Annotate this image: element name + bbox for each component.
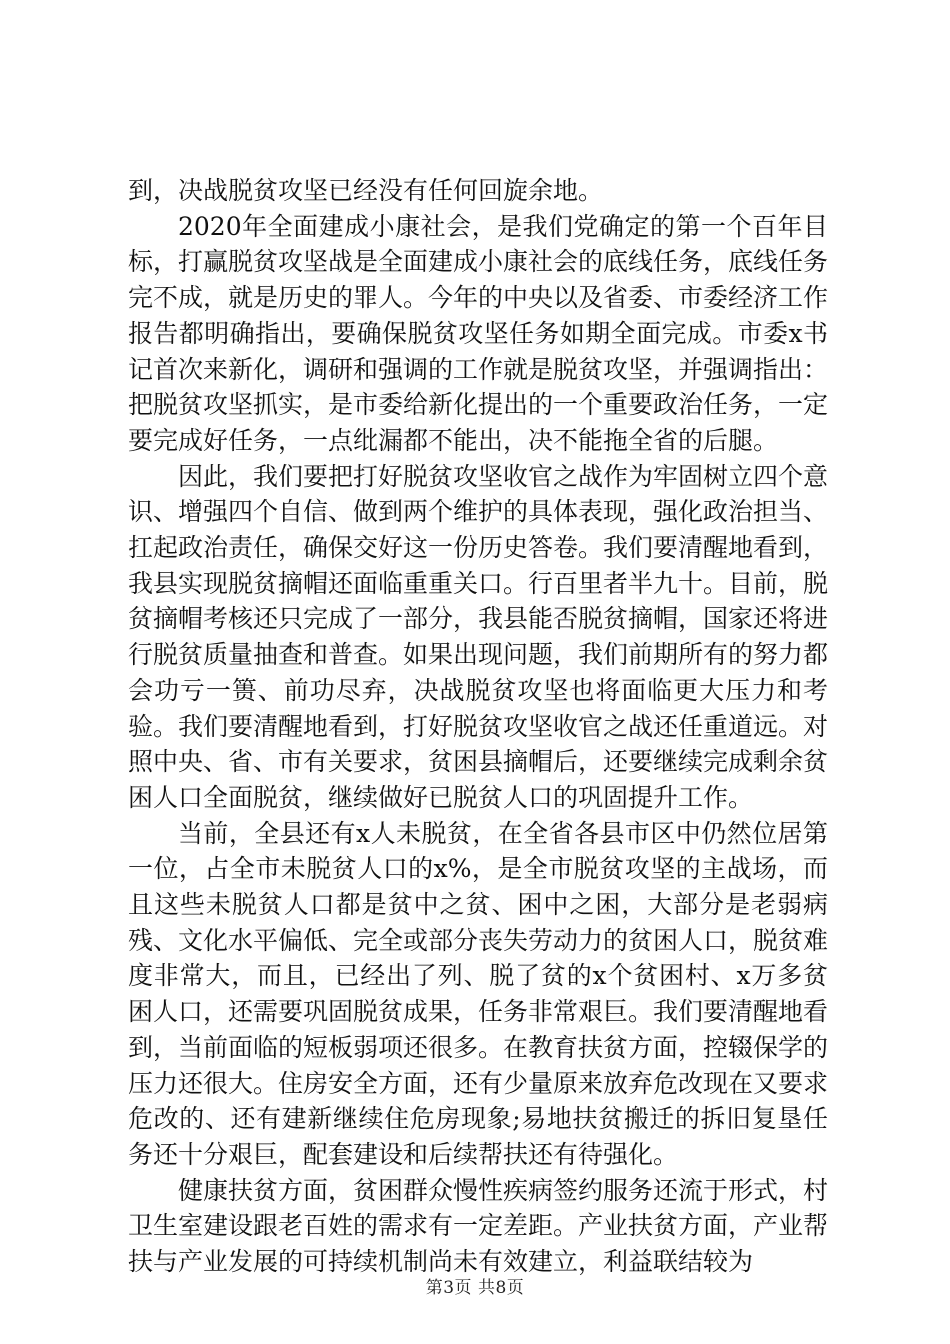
paragraph: 健康扶贫方面，贫困群众慢性疾病签约服务还流于形式，村卫生室建设跟老百姓的需求有一定差距。产业扶贫方面，产业帮扶与产业发展的可持续机制尚未有效建立，利益联结较为 — [128, 1175, 829, 1277]
paragraph: 因此，我们要把打好脱贫攻坚收官之战作为牢固树立四个意识、增强四个自信、做到两个维护的具体表现，强化政治担当、扛起政治责任，确保交好这一份历史答卷。我们要清醒地看到，我县实现脱贫摘帽还面临重重关口。行百里者半九十。目前，脱贫摘帽考核还只完成了一部分，我县能否脱贫摘帽，国家还将进行脱贫质量抽查和普查。如果出现问题，我们前期所有的努力都会功亏一篑、前功尽弃，决战脱贫攻坚也将面临更大压力和考验。我们要清醒地看到，打好脱贫攻坚收官之战还任重道远。对照中央、省、市有关要求，贫困县摘帽后，还要继续完成剩余贫困人口全面脱贫，继续做好已脱贫人口的巩固提升工作。 — [128, 461, 829, 812]
paragraph: 2020年全面建成小康社会，是我们党确定的第一个百年目标，打赢脱贫攻坚战是全面建成小康社会的底线任务，底线任务完不成，就是历史的罪人。今年的中央以及省委、市委经济工作报告都明确指出，要确保脱贫攻坚任务如期全面完成。市委x书记首次来新化，调研和强调的工作就是脱贫攻坚，并强调指出：把脱贫攻坚抓实，是市委给新化提出的一个重要政治任务，一定要完成好任务，一点纰漏都不能出，决不能拖全省的后腿。 — [128, 211, 829, 455]
document-body — [128, 173, 828, 1280]
page-footer: 第3页 共8页 — [425, 1278, 525, 1298]
paragraph: 当前，全县还有x人未脱贫，在全省各县市区中仍然位居第一位，占全市未脱贫人口的x%，是全市脱贫攻坚的主战场，而且这些未脱贫人口都是贫中之贫、困中之困，大部分是老弱病残、文化水平偏低、完全或部分丧失劳动力的贫困人口，脱贫难度非常大，而且，已经出了列、脱了贫的x个贫困村、x万多贫困人口，还需要巩固脱贫成果，任务非常艰巨。我们要清醒地看到，当前面临的短板弱项还很多。在教育扶贫方面，控辍保学的压力还很大。住房安全方面，还有少量原来放弃危改现在又要求危改的、还有建新继续住危房现象;易地扶贫搬迁的拆旧复垦任务还十分艰巨，配套建设和后续帮扶还有待强化。 — [128, 818, 829, 1169]
paragraph-continuation: 到，决战脱贫攻坚已经没有任何回旋余地。 — [128, 176, 604, 205]
